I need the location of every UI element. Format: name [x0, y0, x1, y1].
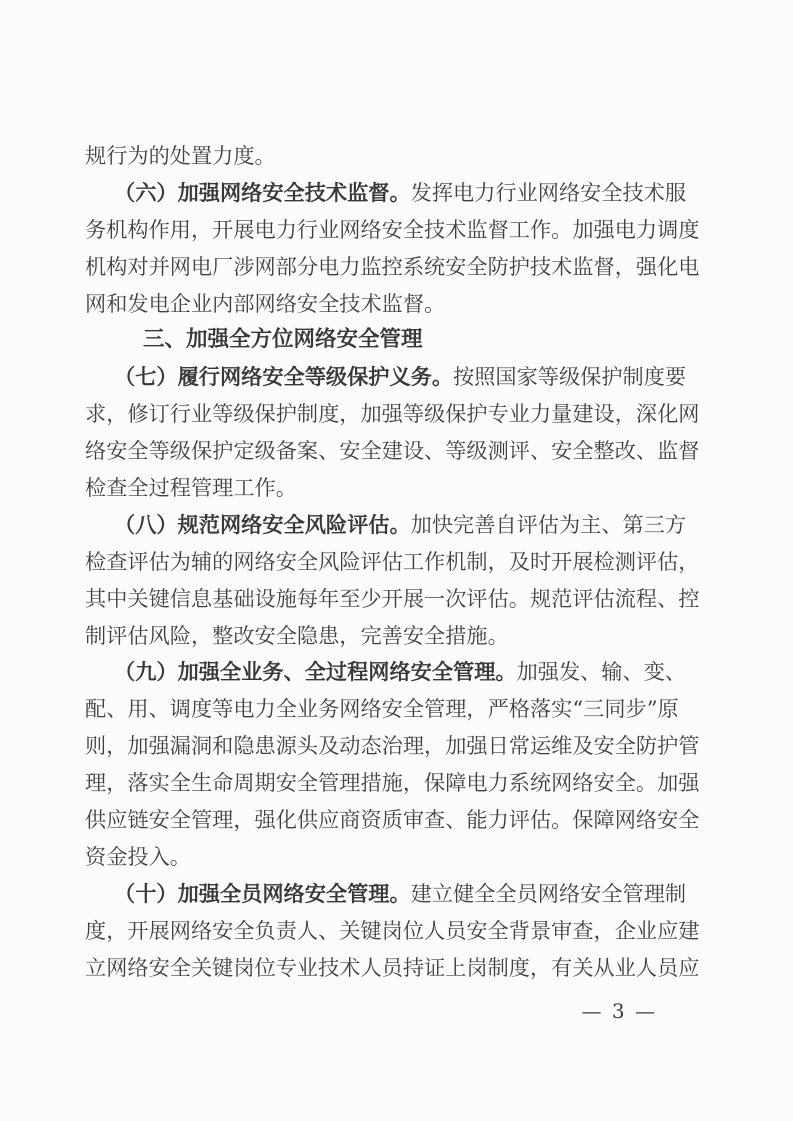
- text-run: 制评估风险，整改安全隐患，完善安全措施。: [85, 622, 509, 648]
- page-number: — 3 —: [581, 999, 657, 1023]
- text-line: [85, 138, 725, 175]
- text-run: 建立健全全员网络安全管理制: [410, 880, 687, 906]
- bold-lead-run: 三、加强全方位网络安全管理: [143, 327, 423, 353]
- text-run: 规行为的处置力度。: [85, 143, 276, 168]
- text-run: 务机构作用，开展电力行业网络安全技术监督工作。加强电力调度: [85, 216, 700, 242]
- text-run: 度，开展网络安全负责人、关键岗位人员安全背景审查，企业应建: [85, 917, 700, 943]
- text-run: 配、用、调度等电力全业务网络安全管理，严格落实“三同步”原: [85, 696, 679, 722]
- text-run: 络安全等级保护定级备案、安全建设、等级测评、安全整改、监督: [85, 438, 700, 464]
- text-line: [85, 175, 725, 212]
- text-line: [85, 876, 725, 913]
- text-line: [85, 433, 725, 470]
- text-line: [85, 581, 725, 618]
- text-run: 其中关键信息基础设施每年至少开展一次评估。规范评估流程、控: [85, 585, 700, 611]
- bold-lead-run: （十）加强全员网络安全管理。: [114, 880, 411, 906]
- text-line: [85, 396, 725, 433]
- text-run: 网和发电企业内部网络安全技术监督。: [85, 290, 446, 316]
- text-run: 检查全过程管理工作。: [85, 475, 297, 501]
- text-line: [85, 950, 725, 987]
- text-line: [85, 618, 725, 655]
- text-run: 资金投入。: [85, 843, 191, 869]
- text-line: [85, 212, 725, 249]
- text-run: 立网络安全关键岗位专业技术人员持证上岗制度，有关从业人员应: [85, 954, 700, 980]
- text-line: [85, 913, 725, 950]
- text-line: [85, 470, 725, 507]
- text-run: 发挥电力行业网络安全技术服: [410, 179, 687, 205]
- text-line: [85, 359, 725, 396]
- document-body: [85, 138, 725, 986]
- text-run: 按照国家等级保护制度要: [453, 364, 687, 390]
- bold-lead-run: （八）规范网络安全风险评估。: [114, 511, 411, 537]
- text-line: [85, 507, 725, 544]
- bold-lead-run: （七）履行网络安全等级保护义务。: [114, 364, 454, 390]
- text-line: [85, 249, 725, 286]
- text-line: [85, 691, 725, 728]
- text-run: 理，落实全生命周期安全管理措施，保障电力系统网络安全。加强: [85, 770, 700, 796]
- text-run: 求，修订行业等级保护制度，加强等级保护专业力量建设，深化网: [85, 401, 700, 427]
- text-line: [85, 654, 725, 691]
- text-line: [85, 728, 725, 765]
- text-line: [85, 544, 725, 581]
- bold-lead-run: （九）加强全业务、全过程网络安全管理。: [114, 659, 517, 685]
- section-heading: [85, 322, 725, 359]
- text-run: 加强发、输、变、: [516, 659, 687, 685]
- text-line: [85, 839, 725, 876]
- text-run: 检查评估为辅的网络安全风险评估工作机制，及时开展检测评估，: [85, 548, 700, 574]
- text-line: [85, 286, 725, 323]
- text-run: 则，加强漏洞和隐患源头及动态治理，加强日常运维及安全防护管: [85, 733, 700, 759]
- text-line: [85, 765, 725, 802]
- text-run: 供应链安全管理，强化供应商资质审查、能力评估。保障网络安全: [85, 807, 700, 833]
- text-line: [85, 802, 725, 839]
- text-run: 机构对并网电厂涉网部分电力监控系统安全防护技术监督，强化电: [85, 253, 700, 279]
- text-run: 加快完善自评估为主、第三方: [410, 511, 687, 537]
- bold-lead-run: （六）加强网络安全技术监督。: [114, 179, 411, 205]
